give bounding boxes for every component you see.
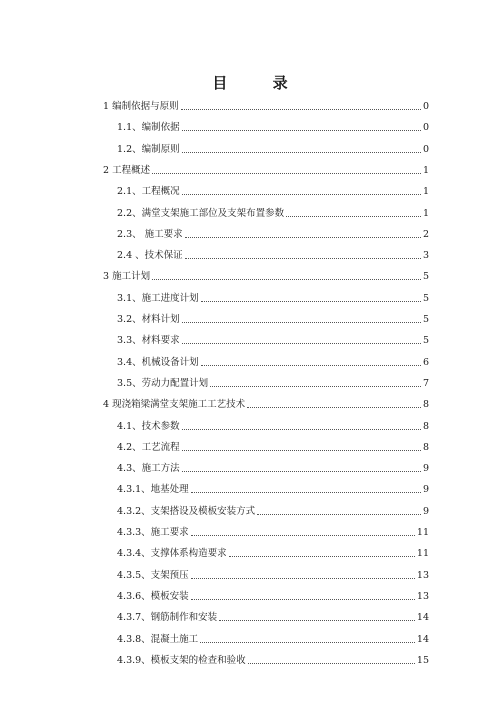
toc-dot-leader [219, 619, 415, 621]
toc-entry-page-number: 7 [422, 377, 429, 389]
toc-dot-leader [286, 215, 421, 217]
toc-entry-page-number: 2 [422, 228, 429, 240]
toc-dot-leader [191, 598, 415, 600]
toc-entry[interactable] [117, 206, 429, 220]
toc-entry[interactable] [117, 632, 429, 646]
toc-entry-label: 4.3.1、地基处理 [117, 484, 189, 496]
toc-dot-leader [182, 470, 421, 472]
toc-dot-leader [191, 577, 415, 579]
toc-dot-leader [182, 449, 421, 451]
toc-entry-page-number: 0 [422, 143, 429, 155]
toc-dot-leader [182, 129, 421, 131]
toc-dot-leader [191, 491, 421, 493]
toc-dot-leader [210, 385, 421, 387]
toc-entry[interactable] [117, 568, 429, 582]
toc-entry-label: 4.3.6、模板安装 [117, 590, 189, 602]
toc-dot-leader [247, 406, 421, 408]
toc-entry[interactable] [117, 440, 429, 454]
toc-entry-label: 1 编制依据与原则 [103, 101, 179, 112]
toc-entry-page-number: 11 [416, 527, 429, 538]
toc-entry[interactable] [103, 397, 429, 411]
toc-entry-label: 3.2、材料计划 [117, 314, 180, 325]
toc-entry[interactable] [117, 312, 429, 326]
toc-entry-label: 3.3、材料要求 [117, 335, 180, 347]
toc-entry-label: 3.5、劳动力配置计划 [117, 377, 209, 389]
toc-entry[interactable] [103, 163, 429, 177]
toc-entry-page-number: 1 [422, 186, 429, 198]
toc-dot-leader [200, 641, 415, 643]
toc-entry-label: 4.3.4、支撑体系构造要求 [117, 548, 227, 560]
toc-dot-leader [201, 300, 421, 302]
toc-entry-page-number: 1 [422, 164, 429, 176]
toc-entry[interactable] [117, 184, 429, 198]
toc-entry[interactable] [117, 142, 429, 156]
toc-entry-page-number: 5 [422, 335, 429, 347]
toc-entry-label: 2.2、满堂支架施工部位及支架布置参数 [117, 207, 285, 219]
toc-entry[interactable] [117, 504, 429, 518]
toc-entry[interactable] [117, 482, 429, 496]
toc-dot-leader [191, 534, 415, 536]
toc-entry-label: 1.2、编制原则 [117, 143, 180, 155]
toc-entry-label: 2.4 、技术保证 [117, 250, 183, 262]
toc-entry[interactable] [117, 376, 429, 390]
toc-entry[interactable] [103, 99, 429, 113]
toc-entry-label: 4.3.7、钢筋制作和安装 [117, 612, 218, 624]
toc-entry-page-number: 0 [422, 101, 429, 112]
toc-entry-page-number: 5 [422, 271, 429, 283]
toc-entry-page-number: 5 [422, 292, 429, 304]
toc-entry-page-number: 14 [416, 612, 429, 624]
toc-dot-leader [185, 257, 421, 259]
toc-dot-leader [201, 364, 421, 366]
toc-entry-label: 2.3、 施工要求 [117, 228, 183, 240]
toc-entry-page-number: 6 [422, 356, 429, 368]
toc-entry-page-number: 11 [416, 548, 429, 560]
toc-entry-label: 4.3.3、施工要求 [117, 527, 189, 538]
toc-entry-page-number: 9 [422, 463, 429, 475]
toc-dot-leader [152, 172, 421, 174]
toc-entry[interactable] [117, 589, 429, 603]
toc-entry-page-number: 14 [416, 633, 429, 645]
toc-entry-label: 2 工程概述 [103, 164, 151, 176]
toc-dot-leader [248, 662, 415, 664]
toc-entry-label: 1.1、编制依据 [117, 122, 180, 134]
toc-entry-page-number: 1 [422, 207, 429, 219]
toc-entry-page-number: 9 [422, 505, 429, 517]
toc-entry-page-number: 8 [422, 420, 429, 432]
toc-dot-leader [182, 428, 421, 430]
toc-dot-leader [229, 555, 415, 557]
toc-entry-label: 4 现浇箱梁满堂支架施工工艺技术 [103, 399, 246, 411]
toc-entry-label: 4.3.8、混凝土施工 [117, 633, 199, 645]
toc-entry-page-number: 8 [422, 399, 429, 411]
toc-entry-label: 4.3.9、模板支架的检查和验收 [117, 654, 246, 666]
toc-entry[interactable] [117, 355, 429, 369]
toc-entry[interactable] [103, 269, 429, 283]
toc-entry[interactable] [117, 120, 429, 134]
toc-entry[interactable] [117, 525, 429, 539]
toc-dot-leader [185, 236, 421, 238]
toc-entry-label: 4.2、工艺流程 [117, 441, 180, 453]
toc-entry-page-number: 13 [416, 590, 429, 602]
toc-dot-leader [152, 278, 421, 280]
toc-entry-page-number: 9 [422, 484, 429, 496]
toc-entry-label: 4.3、施工方法 [117, 463, 180, 475]
toc-title: 目 录 [212, 74, 308, 92]
toc-entry-page-number: 15 [416, 654, 429, 666]
toc-entry-label: 3.4、机械设备计划 [117, 356, 199, 368]
toc-entry[interactable] [117, 248, 429, 262]
toc-entry[interactable] [117, 291, 429, 305]
toc-entry-label: 4.3.2、支架搭设及模板安装方式 [117, 505, 256, 517]
toc-entry[interactable] [117, 419, 429, 433]
toc-entry-label: 3.1、施工进度计划 [117, 292, 199, 304]
toc-entry[interactable] [117, 546, 429, 560]
toc-dot-leader [257, 513, 421, 515]
toc-entry[interactable] [117, 227, 429, 241]
toc-dot-leader [181, 108, 421, 110]
toc-entry[interactable] [117, 653, 429, 667]
toc-entry-label: 4.3.5、支架预压 [117, 569, 189, 581]
toc-entry-page-number: 0 [422, 122, 429, 134]
toc-entry-page-number: 13 [416, 569, 429, 581]
toc-dot-leader [182, 342, 421, 344]
toc-dot-leader [182, 151, 421, 153]
toc-dot-leader [182, 193, 421, 195]
toc-entry[interactable] [117, 333, 429, 347]
toc-entry-page-number: 8 [422, 441, 429, 453]
toc-entry-label: 3 施工计划 [103, 271, 151, 283]
toc-entry-page-number: 5 [422, 314, 429, 325]
toc-entry-page-number: 3 [422, 250, 429, 262]
toc-entry[interactable] [117, 610, 429, 624]
toc-entry-label: 2.1、工程概况 [117, 186, 180, 198]
toc-entry[interactable] [117, 461, 429, 475]
toc-entry-label: 4.1、技术参数 [117, 420, 180, 432]
toc-dot-leader [182, 321, 421, 323]
